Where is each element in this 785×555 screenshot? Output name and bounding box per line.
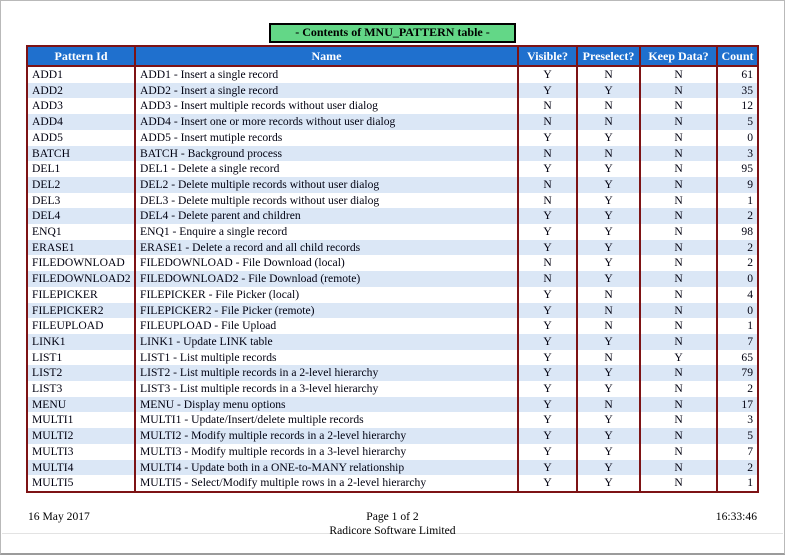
table-row <box>27 98 758 114</box>
table-row <box>27 271 758 287</box>
table-row <box>27 114 758 130</box>
keep-data-cell: N <box>640 208 717 224</box>
count-cell: 1 <box>717 475 758 492</box>
pattern-id-cell: DEL3 <box>27 193 135 209</box>
count-cell: 2 <box>717 460 758 476</box>
keep-data-cell: N <box>640 255 717 271</box>
pattern-id-cell: BATCH <box>27 146 135 162</box>
header-preselect: Preselect? <box>577 46 640 66</box>
table-row <box>27 397 758 413</box>
footer-company: Radicore Software Limited <box>329 524 456 537</box>
count-cell: 5 <box>717 428 758 444</box>
name-cell: FILEUPLOAD - File Upload <box>135 318 518 334</box>
count-cell: 35 <box>717 83 758 99</box>
table-row <box>27 334 758 350</box>
keep-data-cell: N <box>640 381 717 397</box>
preselect-cell: Y <box>577 193 640 209</box>
count-cell: 0 <box>717 303 758 319</box>
preselect-cell: Y <box>577 365 640 381</box>
table-row <box>27 412 758 428</box>
count-cell: 61 <box>717 66 758 83</box>
visible-cell: N <box>518 177 577 193</box>
table-row <box>27 303 758 319</box>
preselect-cell: N <box>577 303 640 319</box>
pattern-id-cell: FILEPICKER <box>27 287 135 303</box>
name-cell: ADD5 - Insert mutiple records <box>135 130 518 146</box>
visible-cell: Y <box>518 475 577 492</box>
keep-data-cell: N <box>640 397 717 413</box>
pattern-id-cell: LINK1 <box>27 334 135 350</box>
pattern-id-cell: ADD5 <box>27 130 135 146</box>
visible-cell: N <box>518 98 577 114</box>
footer-page-number: Page 1 of 2 <box>366 510 419 523</box>
table-row <box>27 428 758 444</box>
count-cell: 5 <box>717 114 758 130</box>
preselect-cell: N <box>577 114 640 130</box>
preselect-cell: Y <box>577 177 640 193</box>
header-count: Count <box>717 46 758 66</box>
visible-cell: Y <box>518 365 577 381</box>
footer-time: 16:33:46 <box>715 510 757 523</box>
table-row <box>27 240 758 256</box>
pattern-id-cell: LIST3 <box>27 381 135 397</box>
name-cell: BATCH - Background process <box>135 146 518 162</box>
keep-data-cell: N <box>640 224 717 240</box>
count-cell: 1 <box>717 193 758 209</box>
name-cell: ADD4 - Insert one or more records without user dialog <box>135 114 518 130</box>
name-cell: ADD2 - Insert a single record <box>135 83 518 99</box>
pattern-id-cell: FILEUPLOAD <box>27 318 135 334</box>
keep-data-cell: N <box>640 412 717 428</box>
table-row <box>27 83 758 99</box>
pattern-id-cell: MENU <box>27 397 135 413</box>
visible-cell: Y <box>518 350 577 366</box>
table-body <box>27 66 758 492</box>
name-cell: DEL2 - Delete multiple records without user dialog <box>135 177 518 193</box>
keep-data-cell: N <box>640 146 717 162</box>
pattern-id-cell: ADD2 <box>27 83 135 99</box>
name-cell: MENU - Display menu options <box>135 397 518 413</box>
table-row <box>27 161 758 177</box>
header-pattern-id: Pattern Id <box>27 46 135 66</box>
table-row <box>27 365 758 381</box>
name-cell: DEL3 - Delete multiple records without user dialog <box>135 193 518 209</box>
count-cell: 7 <box>717 444 758 460</box>
count-cell: 7 <box>717 334 758 350</box>
pattern-id-cell: ADD3 <box>27 98 135 114</box>
visible-cell: Y <box>518 428 577 444</box>
visible-cell: N <box>518 114 577 130</box>
table-row <box>27 460 758 476</box>
count-cell: 3 <box>717 412 758 428</box>
preselect-cell: N <box>577 318 640 334</box>
visible-cell: Y <box>518 397 577 413</box>
pattern-id-cell: FILEDOWNLOAD <box>27 255 135 271</box>
preselect-cell: Y <box>577 240 640 256</box>
pattern-id-cell: DEL2 <box>27 177 135 193</box>
count-cell: 3 <box>717 146 758 162</box>
footer-center-block <box>210 510 575 538</box>
keep-data-cell: N <box>640 66 717 83</box>
preselect-cell: Y <box>577 381 640 397</box>
keep-data-cell: Y <box>640 350 717 366</box>
name-cell: MULTI3 - Modify multiple records in a 3-level hierarchy <box>135 444 518 460</box>
pattern-id-cell: DEL1 <box>27 161 135 177</box>
header-keep-data: Keep Data? <box>640 46 717 66</box>
visible-cell: Y <box>518 444 577 460</box>
keep-data-cell: N <box>640 460 717 476</box>
pattern-id-cell: MULTI2 <box>27 428 135 444</box>
header-name: Name <box>135 46 518 66</box>
count-cell: 1 <box>717 318 758 334</box>
preselect-cell: Y <box>577 428 640 444</box>
keep-data-cell: N <box>640 318 717 334</box>
keep-data-cell: N <box>640 240 717 256</box>
preselect-cell: Y <box>577 161 640 177</box>
table-row <box>27 224 758 240</box>
name-cell: ERASE1 - Delete a record and all child records <box>135 240 518 256</box>
keep-data-cell: N <box>640 444 717 460</box>
keep-data-cell: N <box>640 98 717 114</box>
pattern-id-cell: ERASE1 <box>27 240 135 256</box>
preselect-cell: Y <box>577 83 640 99</box>
keep-data-cell: N <box>640 177 717 193</box>
count-cell: 2 <box>717 381 758 397</box>
preselect-cell: Y <box>577 460 640 476</box>
preselect-cell: N <box>577 350 640 366</box>
keep-data-cell: N <box>640 114 717 130</box>
visible-cell: Y <box>518 303 577 319</box>
name-cell: MULTI5 - Select/Modify multiple rows in a 2-level hierarchy <box>135 475 518 492</box>
visible-cell: Y <box>518 161 577 177</box>
preselect-cell: Y <box>577 334 640 350</box>
visible-cell: Y <box>518 83 577 99</box>
name-cell: ENQ1 - Enquire a single record <box>135 224 518 240</box>
table-row <box>27 381 758 397</box>
pattern-id-cell: DEL4 <box>27 208 135 224</box>
visible-cell: Y <box>518 460 577 476</box>
visible-cell: Y <box>518 240 577 256</box>
count-cell: 17 <box>717 397 758 413</box>
name-cell: MULTI4 - Update both in a ONE-to-MANY relationship <box>135 460 518 476</box>
footer-date: 16 May 2017 <box>28 510 90 523</box>
keep-data-cell: N <box>640 334 717 350</box>
pattern-id-cell: ENQ1 <box>27 224 135 240</box>
pattern-id-cell: ADD1 <box>27 66 135 83</box>
pattern-id-cell: FILEDOWNLOAD2 <box>27 271 135 287</box>
table-row <box>27 208 758 224</box>
table-row <box>27 130 758 146</box>
name-cell: MULTI1 - Update/Insert/delete multiple records <box>135 412 518 428</box>
report-title: - Contents of MNU_PATTERN table - <box>269 23 516 43</box>
table-row <box>27 255 758 271</box>
keep-data-cell: N <box>640 271 717 287</box>
name-cell: DEL1 - Delete a single record <box>135 161 518 177</box>
table-row <box>27 318 758 334</box>
visible-cell: Y <box>518 208 577 224</box>
count-cell: 4 <box>717 287 758 303</box>
table-row <box>27 287 758 303</box>
table-row <box>27 177 758 193</box>
pattern-id-cell: MULTI1 <box>27 412 135 428</box>
preselect-cell: Y <box>577 208 640 224</box>
pattern-id-cell: MULTI5 <box>27 475 135 492</box>
keep-data-cell: N <box>640 365 717 381</box>
visible-cell: N <box>518 193 577 209</box>
pattern-id-cell: LIST1 <box>27 350 135 366</box>
visible-cell: N <box>518 146 577 162</box>
name-cell: LINK1 - Update LINK table <box>135 334 518 350</box>
count-cell: 2 <box>717 255 758 271</box>
name-cell: ADD1 - Insert a single record <box>135 66 518 83</box>
name-cell: FILEPICKER - File Picker (local) <box>135 287 518 303</box>
table-row <box>27 66 758 83</box>
preselect-cell: Y <box>577 475 640 492</box>
count-cell: 95 <box>717 161 758 177</box>
visible-cell: Y <box>518 66 577 83</box>
visible-cell: Y <box>518 381 577 397</box>
count-cell: 0 <box>717 271 758 287</box>
name-cell: LIST1 - List multiple records <box>135 350 518 366</box>
count-cell: 2 <box>717 240 758 256</box>
name-cell: ADD3 - Insert multiple records without user dialog <box>135 98 518 114</box>
visible-cell: Y <box>518 334 577 350</box>
name-cell: LIST3 - List multiple records in a 3-level hierarchy <box>135 381 518 397</box>
table-row <box>27 350 758 366</box>
table-header-row <box>27 46 758 66</box>
visible-cell: N <box>518 255 577 271</box>
visible-cell: Y <box>518 412 577 428</box>
count-cell: 79 <box>717 365 758 381</box>
name-cell: DEL4 - Delete parent and children <box>135 208 518 224</box>
preselect-cell: Y <box>577 412 640 428</box>
count-cell: 98 <box>717 224 758 240</box>
name-cell: FILEPICKER2 - File Picker (remote) <box>135 303 518 319</box>
mnu-pattern-table <box>26 45 759 493</box>
preselect-cell: N <box>577 146 640 162</box>
pattern-id-cell: MULTI4 <box>27 460 135 476</box>
keep-data-cell: N <box>640 303 717 319</box>
preselect-cell: N <box>577 66 640 83</box>
table-row <box>27 146 758 162</box>
preselect-cell: N <box>577 98 640 114</box>
pattern-id-cell: LIST2 <box>27 365 135 381</box>
pattern-id-cell: FILEPICKER2 <box>27 303 135 319</box>
keep-data-cell: N <box>640 130 717 146</box>
preselect-cell: Y <box>577 224 640 240</box>
keep-data-cell: N <box>640 193 717 209</box>
visible-cell: Y <box>518 287 577 303</box>
count-cell: 9 <box>717 177 758 193</box>
keep-data-cell: N <box>640 161 717 177</box>
table-row <box>27 475 758 492</box>
report-footer <box>28 510 757 538</box>
table-row <box>27 193 758 209</box>
count-cell: 0 <box>717 130 758 146</box>
keep-data-cell: N <box>640 83 717 99</box>
visible-cell: Y <box>518 130 577 146</box>
preselect-cell: Y <box>577 255 640 271</box>
preselect-cell: N <box>577 287 640 303</box>
name-cell: FILEDOWNLOAD2 - File Download (remote) <box>135 271 518 287</box>
count-cell: 65 <box>717 350 758 366</box>
preselect-cell: Y <box>577 130 640 146</box>
count-cell: 12 <box>717 98 758 114</box>
table-row <box>27 444 758 460</box>
keep-data-cell: N <box>640 428 717 444</box>
keep-data-cell: N <box>640 475 717 492</box>
keep-data-cell: N <box>640 287 717 303</box>
preselect-cell: Y <box>577 444 640 460</box>
visible-cell: Y <box>518 224 577 240</box>
preselect-cell: N <box>577 397 640 413</box>
name-cell: LIST2 - List multiple records in a 2-level hierarchy <box>135 365 518 381</box>
visible-cell: Y <box>518 318 577 334</box>
name-cell: MULTI2 - Modify multiple records in a 2-level hierarchy <box>135 428 518 444</box>
name-cell: FILEDOWNLOAD - File Download (local) <box>135 255 518 271</box>
header-visible: Visible? <box>518 46 577 66</box>
visible-cell: N <box>518 271 577 287</box>
pattern-id-cell: MULTI3 <box>27 444 135 460</box>
count-cell: 2 <box>717 208 758 224</box>
preselect-cell: Y <box>577 271 640 287</box>
title-container <box>1 1 784 44</box>
pattern-id-cell: ADD4 <box>27 114 135 130</box>
